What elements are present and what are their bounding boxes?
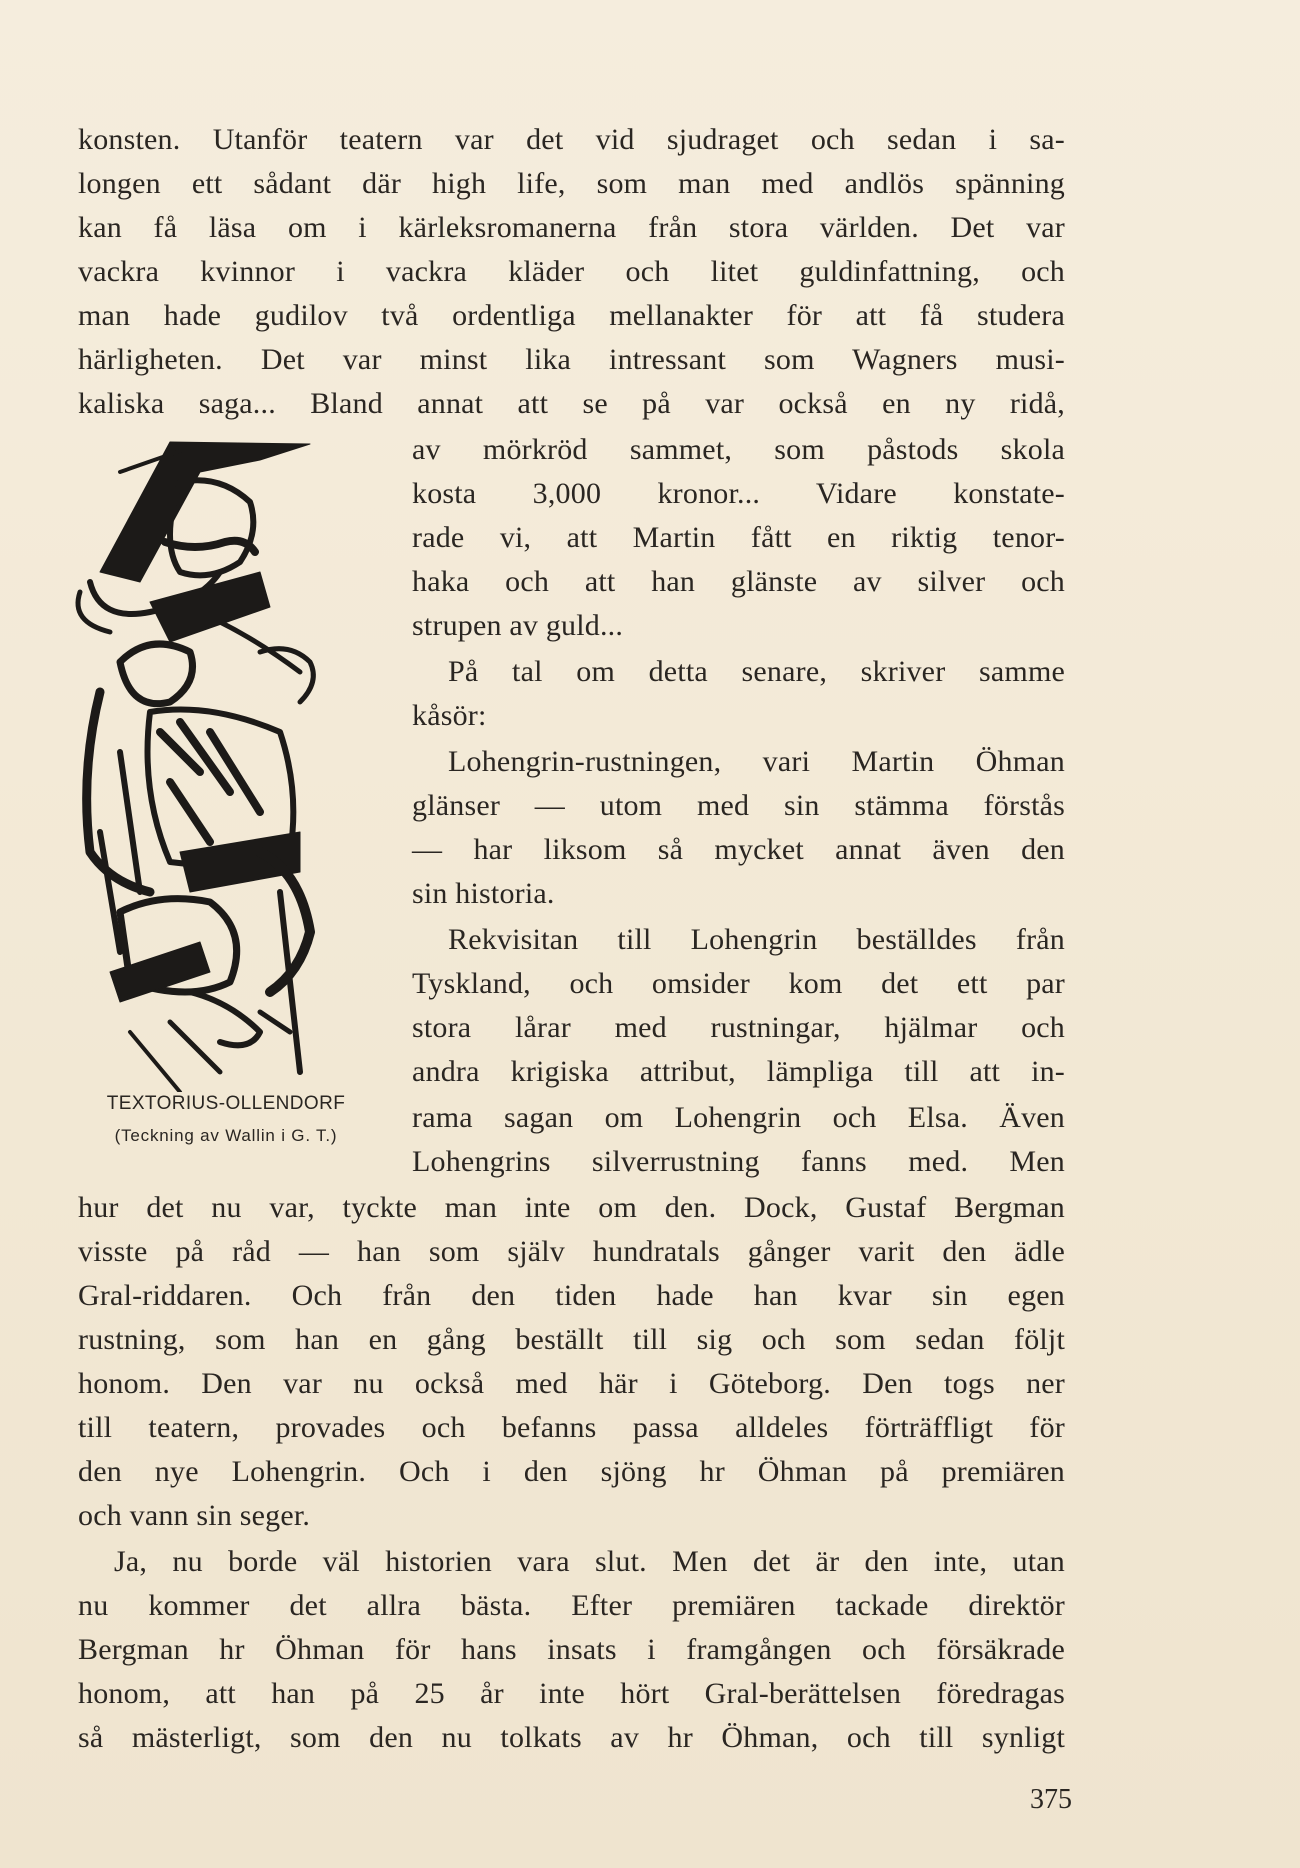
text-line: Gral-riddaren. Och från den tiden hade han kvar sin egen <box>78 1279 1065 1312</box>
text-line: konsten. Utanför teatern var det vid sjudraget och sedan i sa- <box>78 123 1065 156</box>
text-line: — har liksom så mycket annat även den <box>412 833 1065 866</box>
text-line: haka och att han glänste av silver och <box>412 565 1065 598</box>
text-line: av mörkröd sammet, som påstods skola <box>412 433 1065 466</box>
text-line: longen ett sådant där high life, som man med andlös spänning <box>78 167 1065 200</box>
text-line: Lohengrins silverrustning fanns med. Men <box>412 1145 1065 1178</box>
illustration-caption-name: TEXTORIUS-OLLENDORF <box>106 1093 346 1114</box>
text-line: honom. Den var nu också med här i Göteborg. Den togs ner <box>78 1367 1065 1400</box>
text-line: stora lårar med rustningar, hjälmar och <box>412 1011 1065 1044</box>
text-line: strupen av guld... <box>412 609 624 642</box>
text-line: På tal om detta senare, skriver samme <box>448 655 1065 688</box>
text-line: sin historia. <box>412 877 555 910</box>
text-line: honom, att han på 25 år inte hört Gral-berättelsen föredragas <box>78 1677 1065 1710</box>
text-line: andra krigiska attribut, lämpliga till att in- <box>412 1055 1065 1088</box>
portrait-illustration <box>60 432 390 1092</box>
text-line: Lohengrin-rustningen, vari Martin Öhman <box>448 745 1065 778</box>
page-number: 375 <box>1030 1784 1072 1815</box>
text-line: kan få läsa om i kärleksromanerna från stora världen. Det var <box>78 211 1065 244</box>
text-line: rade vi, att Martin fått en riktig tenor- <box>412 521 1065 554</box>
text-line: kåsör: <box>412 699 487 732</box>
text-line: Bergman hr Öhman för hans insats i framgången och försäkrade <box>78 1633 1065 1666</box>
text-line: Ja, nu borde väl historien vara slut. Men det är den inte, utan <box>114 1545 1065 1578</box>
text-line: rustning, som han en gång beställt till sig och som sedan följt <box>78 1323 1065 1356</box>
text-line: den nye Lohengrin. Och i den sjöng hr Öhman på premiären <box>78 1455 1065 1488</box>
text-line: och vann sin seger. <box>78 1499 311 1532</box>
text-line: kaliska saga... Bland annat att se på var också en ny ridå, <box>78 387 1065 420</box>
text-line: hur det nu var, tyckte man inte om den. Dock, Gustaf Bergman <box>78 1191 1065 1224</box>
text-line: härligheten. Det var minst lika intressant som Wagners musi- <box>78 343 1065 376</box>
text-line: till teatern, provades och befanns passa alldeles förträffligt för <box>78 1411 1065 1444</box>
text-line: glänser — utom med sin stämma förstås <box>412 789 1065 822</box>
text-line: man hade gudilov två ordentliga mellanakter för att få studera <box>78 299 1065 332</box>
text-line: visste på råd — han som själv hundratals gånger varit den ädle <box>78 1235 1065 1268</box>
illustration-caption-credit: (Teckning av Wallin i G. T.) <box>114 1126 338 1145</box>
text-line: vackra kvinnor i vackra kläder och litet guldinfattning, och <box>78 255 1065 288</box>
text-line: rama sagan om Lohengrin och Elsa. Även <box>412 1101 1065 1134</box>
text-line: nu kommer det allra bästa. Efter premiären tackade direktör <box>78 1589 1065 1622</box>
text-line: Tyskland, och omsider kom det ett par <box>412 967 1065 1000</box>
text-line: Rekvisitan till Lohengrin beställdes från <box>448 923 1065 956</box>
text-line: så mästerligt, som den nu tolkats av hr Öhman, och till synligt <box>78 1721 1065 1754</box>
text-line: kosta 3,000 kronor... Vidare konstate- <box>412 477 1065 510</box>
